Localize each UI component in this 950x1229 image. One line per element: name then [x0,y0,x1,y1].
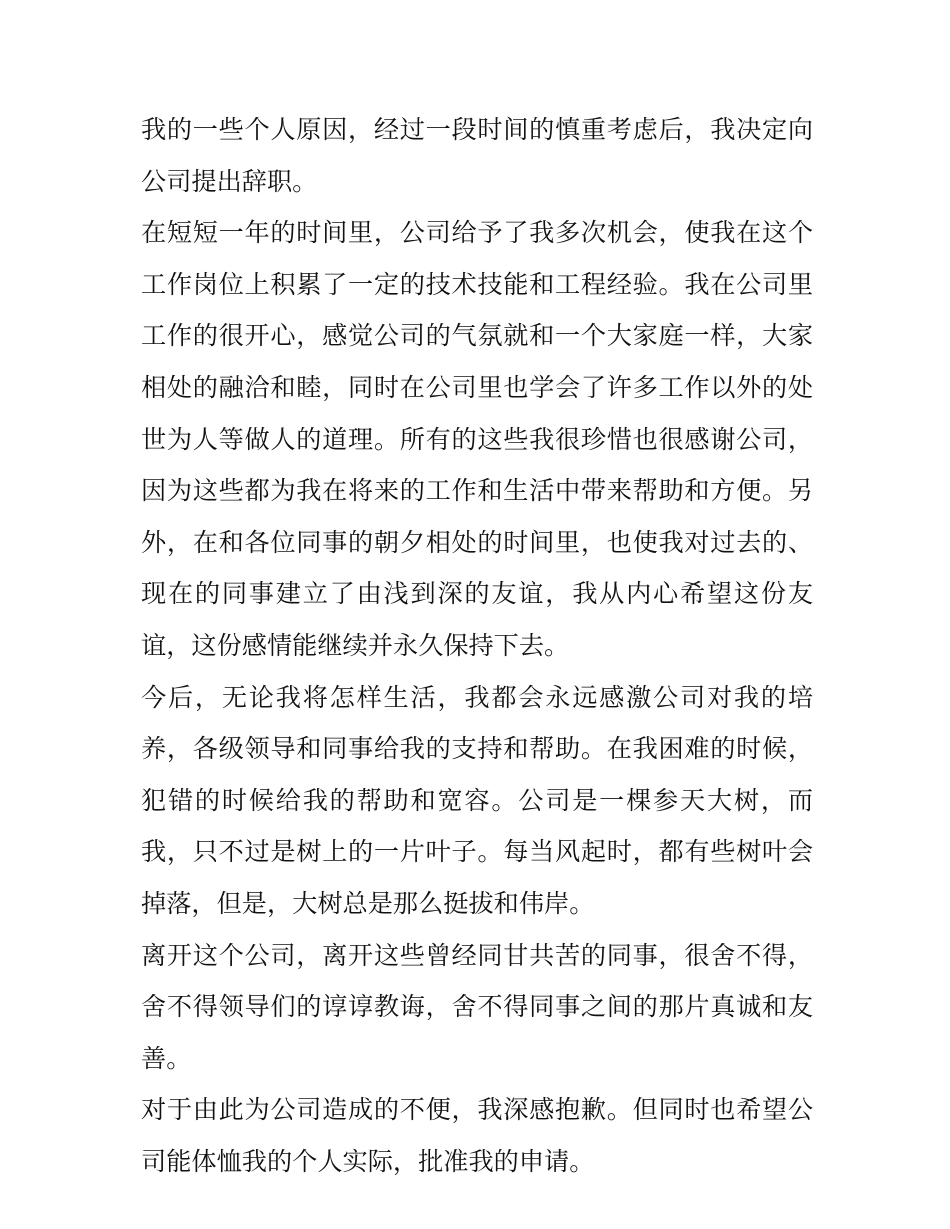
paragraph: 在短短一年的时间里，公司给予了我多次机会，使我在这个工作岗位上积累了一定的技术技能和工程经验。我在公司里工作的很开心，感觉公司的气氛就和一个大家庭一样，大家相处的融洽和睦，同时在公司里也学会了许多工作以外的处世为人等做人的道理。所有的这些我很珍惜也很感谢公司，因为这些都为我在将来的工作和生活中带来帮助和方便。另外，在和各位同事的朝夕相处的时间里，也使我对过去的、现在的同事建立了由浅到深的友谊，我从内心希望这份友谊，这份感情能继续并永久保持下去。 [141,218,813,660]
paragraph: 今后，无论我将怎样生活，我都会永远感激公司对我的培养，各级领导和同事给我的支持和帮助。在我困难的时候，犯错的时候给我的帮助和宽容。公司是一棵参天大树，而我，只不过是树上的一片叶子。每当风起时，都有些树叶会掉落，但是，大树总是那么挺拔和伟岸。 [141,682,813,918]
document-body [141,104,813,1187]
paragraph: 我的一些个人原因，经过一段时间的慎重考虑后，我决定向公司提出辞职。 [141,115,813,196]
paragraph: 对于由此为公司造成的不便，我深感抱歉。但同时也希望公司能体恤我的个人实际，批准我的申请。 [141,1095,813,1176]
paragraph: 离开这个公司，离开这些曾经同甘共苦的同事，很舍不得，舍不得领导们的谆谆教诲，舍不得同事之间的那片真诚和友善。 [141,940,813,1073]
